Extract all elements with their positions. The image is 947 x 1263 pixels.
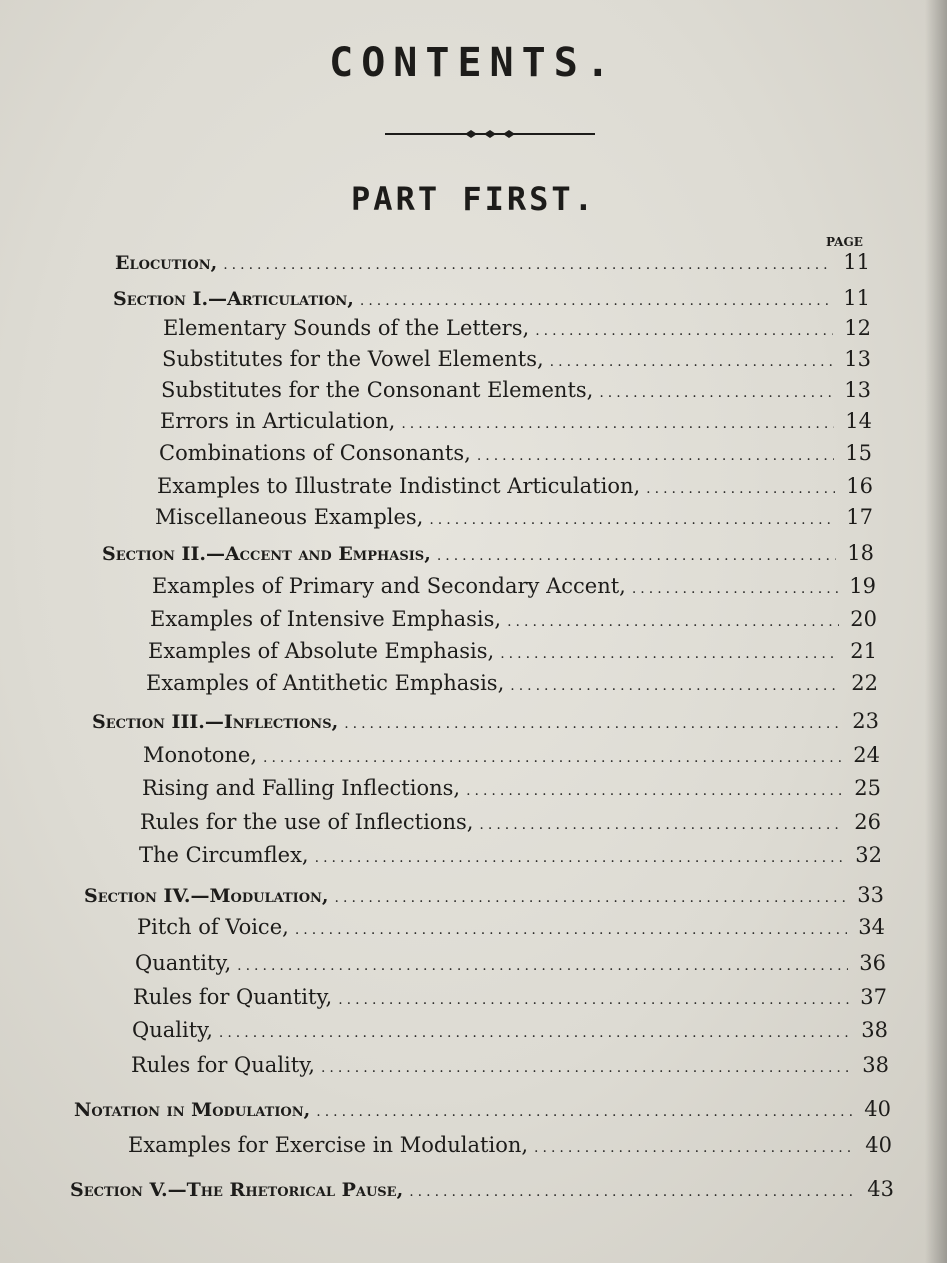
toc-page-number: 40 [865,1133,892,1157]
leader-dots [223,257,832,273]
toc-entry[interactable] [146,671,878,695]
leader-dots [409,1184,856,1200]
toc-page-number: 25 [854,776,881,800]
leader-dots [338,992,849,1008]
leader-dots [295,922,847,938]
toc-entry[interactable] [162,347,871,371]
toc-label: Substitutes for the Vowel Elements, [162,347,544,371]
toc-page-number: 23 [852,709,879,733]
toc-page-number: 38 [862,1053,889,1077]
toc-page-number: 33 [857,883,884,907]
leader-dots [401,416,834,432]
page-edge-shadow [925,0,947,1263]
leader-dots [219,1025,850,1041]
toc-page-number: 11 [843,286,870,310]
toc-entry[interactable] [128,1133,892,1157]
toc-label: Examples of Intensive Emphasis, [150,607,502,631]
ornament-divider [385,128,595,140]
toc-entry[interactable] [148,639,877,663]
toc-entry[interactable] [137,915,885,939]
toc-entry[interactable] [160,409,872,433]
toc-entry[interactable] [132,1018,888,1042]
toc-entry[interactable] [150,607,877,631]
toc-label: Rules for Quantity, [133,985,333,1009]
toc-entry[interactable] [133,985,887,1009]
leader-dots [344,716,841,732]
toc-section[interactable] [84,883,884,907]
leader-dots [429,512,835,528]
toc-entry[interactable] [142,776,881,800]
toc-entry[interactable] [143,743,880,767]
leader-dots [437,548,836,564]
toc-section[interactable] [74,1097,891,1121]
toc-page-number: 16 [846,474,873,498]
leader-dots [550,354,833,370]
toc-label: The Circumflex, [139,843,309,867]
leader-dots [646,481,835,497]
toc-page-number: 38 [861,1018,888,1042]
toc-page-number: 19 [849,574,876,598]
leader-dots [335,890,846,906]
toc-entry[interactable] [157,474,873,498]
toc-label: Examples of Antithetic Emphasis, [146,671,505,695]
toc-section[interactable] [92,709,879,733]
toc-label: Section IV.—Modulation, [84,885,329,907]
toc-label: Examples of Primary and Secondary Accent, [152,574,626,598]
toc-label: Errors in Articulation, [160,409,396,433]
toc-page-number: 13 [844,347,871,371]
toc-label: Miscellaneous Examples, [155,505,424,529]
leader-dots [534,1140,854,1156]
toc-label: Examples of Absolute Emphasis, [148,639,495,663]
toc-entry[interactable] [163,316,871,340]
toc-page-number: 13 [844,378,871,402]
toc-label: Elementary Sounds of the Letters, [163,316,530,340]
toc-label: Rising and Falling Inflections, [142,776,461,800]
contents-heading: CONTENTS. [329,40,618,86]
toc-section[interactable] [102,541,874,565]
toc-section[interactable] [113,286,870,310]
toc-label: Rules for the use of Inflections, [140,810,474,834]
toc-page-number: 37 [860,985,887,1009]
toc-page-number: 36 [859,951,886,975]
part-title: PART FIRST. [351,180,596,218]
toc-page-number: 40 [864,1097,891,1121]
leader-dots [237,958,848,974]
toc-page-number: 34 [858,915,885,939]
toc-entry[interactable] [155,505,873,529]
leader-dots [535,323,833,339]
toc-entry[interactable] [135,951,886,975]
toc-page-number: 21 [850,639,877,663]
toc-section[interactable] [70,1177,894,1201]
toc-entry[interactable] [161,378,871,402]
leader-dots [632,581,838,597]
toc-label: Examples for Exercise in Modulation, [128,1133,529,1157]
toc-page-number: 24 [853,743,880,767]
toc-label: Substitutes for the Consonant Elements, [161,378,594,402]
toc-page-number: 32 [855,843,882,867]
leader-dots [477,448,834,464]
toc-entry[interactable] [115,250,870,274]
leader-dots [479,817,843,833]
toc-label: Rules for Quality, [131,1053,315,1077]
toc-page-number: 26 [854,810,881,834]
toc-page-number: 22 [851,671,878,695]
toc-entry[interactable] [140,810,881,834]
leader-dots [315,850,844,866]
toc-label: Section III.—Inflections, [92,711,339,733]
leader-dots [599,385,833,401]
toc-page-number: 20 [850,607,877,631]
toc-page-number: 43 [867,1177,894,1201]
leader-dots [510,678,840,694]
toc-label: Monotone, [143,743,258,767]
toc-label: Section I.—Articulation, [113,288,354,310]
leader-dots [321,1060,851,1076]
toc-label: Quantity, [135,951,232,975]
toc-page-number: 11 [843,250,870,274]
page-column-label: PAGE [826,235,863,249]
leader-dots [263,750,842,766]
toc-label: Section II.—Accent and Emphasis, [102,543,431,565]
toc-entry[interactable] [159,441,872,465]
toc-label: Combinations of Consonants, [159,441,471,465]
toc-entry[interactable] [139,843,882,867]
leader-dots [316,1104,853,1120]
leader-dots [466,783,843,799]
leader-dots [360,293,832,309]
leader-dots [500,646,839,662]
leader-dots [507,614,839,630]
toc-label: Examples to Illustrate Indistinct Articulation, [157,474,641,498]
toc-entry[interactable] [152,574,876,598]
toc-label: Quality, [132,1018,213,1042]
toc-page-number: 17 [846,505,873,529]
toc-label: Section V.—The Rhetorical Pause, [70,1179,404,1201]
toc-page-number: 18 [847,541,874,565]
toc-label: Elocution, [115,252,218,274]
toc-entry[interactable] [131,1053,889,1077]
toc-page-number: 14 [845,409,872,433]
toc-label: Notation in Modulation, [74,1099,311,1121]
toc-label: Pitch of Voice, [137,915,289,939]
toc-page-number: 15 [845,441,872,465]
toc-page-number: 12 [844,316,871,340]
